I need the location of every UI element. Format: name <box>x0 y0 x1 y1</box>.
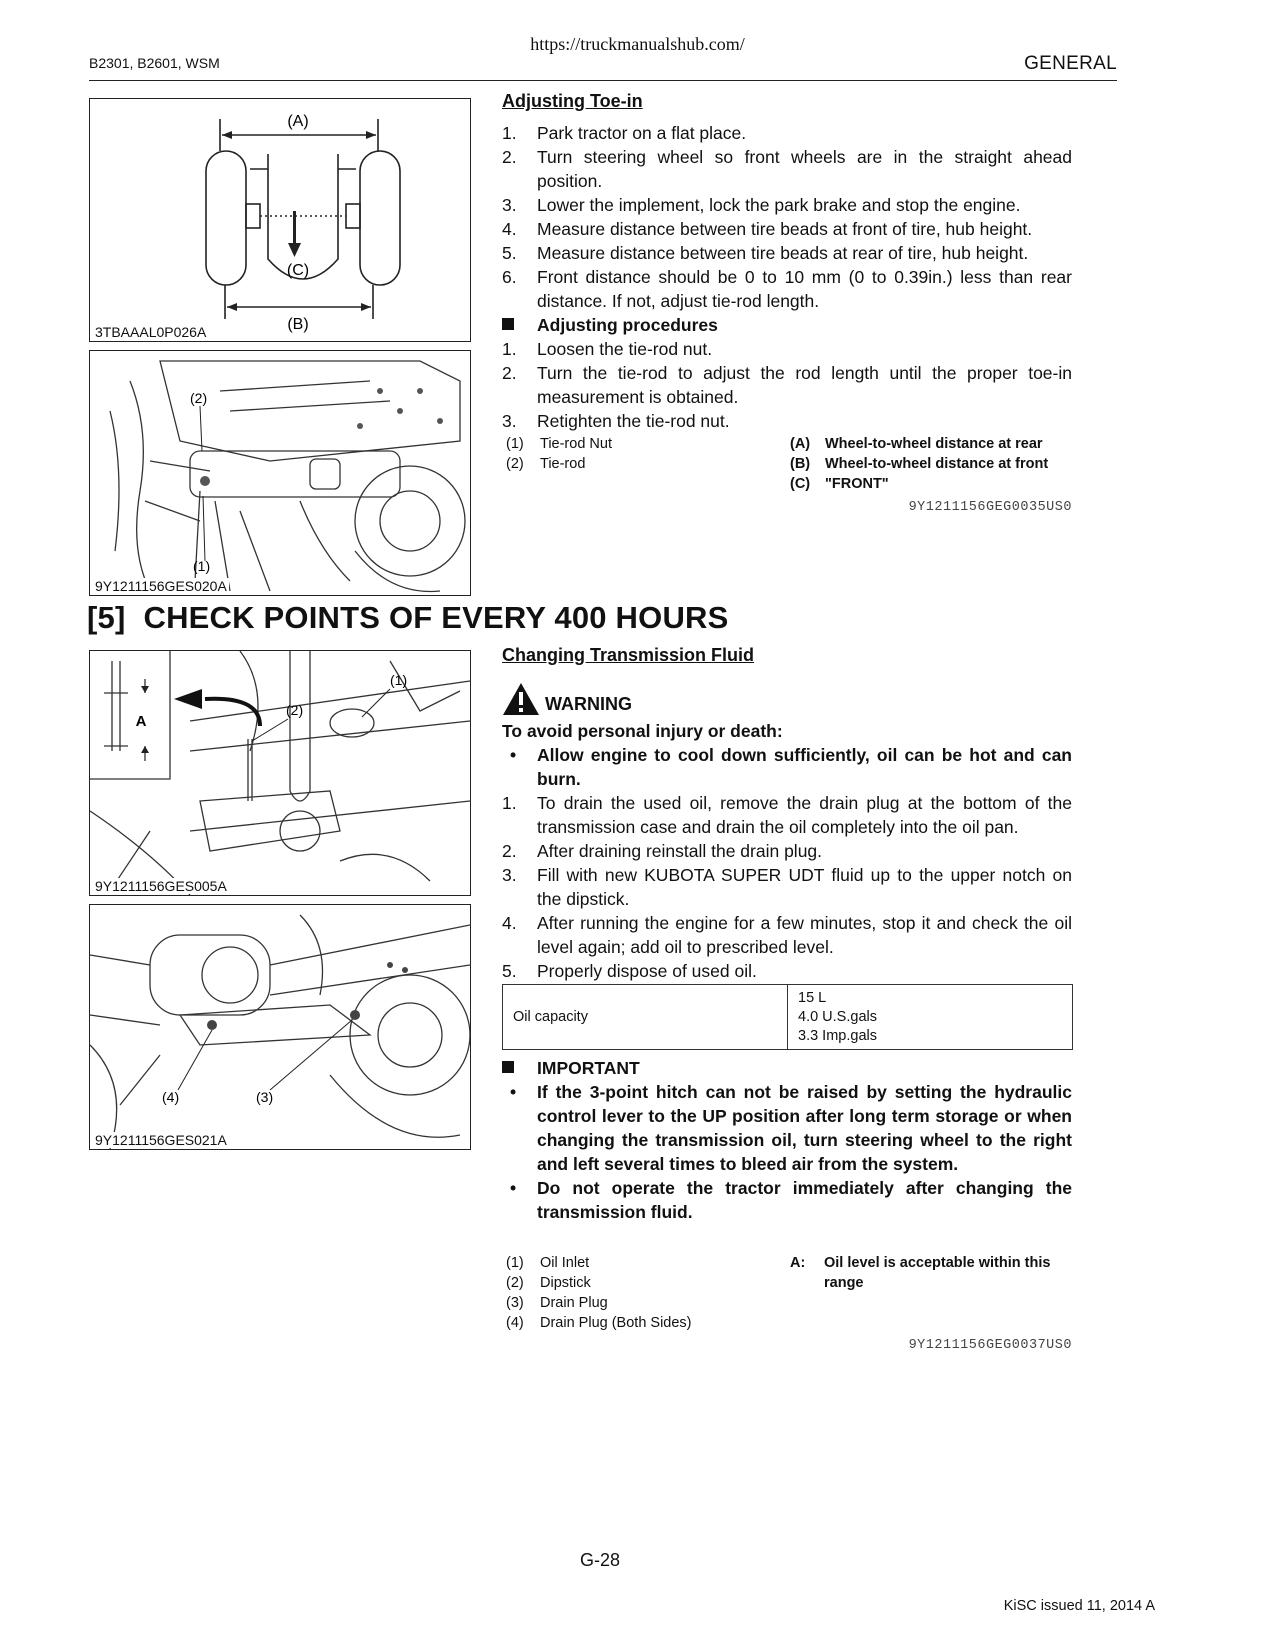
list-item: 3. Fill with new KUBOTA SUPER UDT fluid up to the upper notch on the dipstick. <box>502 865 1072 909</box>
issue-info: KiSC issued 11, 2014 A <box>1003 1598 1155 1614</box>
legend-item: (2) Tie-rod <box>506 456 586 472</box>
figure-code: 9Y1211156GES021A <box>95 1132 227 1148</box>
list-item: 5. Measure distance between tire beads at rear of tire, hub height. <box>502 243 1029 263</box>
list-item: 3. Retighten the tie-rod nut. <box>502 411 730 431</box>
list-item: 1. To drain the used oil, remove the drain plug at the bottom of the transmission case and drain the oil completely into the oil pan. <box>502 793 1072 837</box>
legend-item: A: Oil level is acceptable within this range <box>790 1255 1051 1291</box>
manual-model: B2301, B2601, WSM <box>89 55 220 71</box>
reference-code: 9Y1211156GEG0037US0 <box>908 1338 1072 1353</box>
list-item: 1. Loosen the tie-rod nut. <box>502 339 713 359</box>
header-rule <box>89 80 1117 81</box>
square-bullet-icon <box>502 318 514 330</box>
label-1: (1) <box>193 558 211 574</box>
square-bullet-icon <box>502 1061 514 1073</box>
tie-rod-illustration <box>89 350 471 596</box>
legend-item: (C) "FRONT" <box>790 476 889 492</box>
legend-item: (2) Dipstick <box>506 1275 591 1291</box>
list-item: 6. Front distance should be 0 to 10 mm (0 to 0.39in.) less than rear distance. If not, adjust tie-rod length. <box>502 267 1072 311</box>
legend-item: (B) Wheel-to-wheel distance at front <box>790 456 1049 472</box>
legend-item: (1) Oil Inlet <box>506 1255 590 1271</box>
drain-plug-illustration <box>89 904 471 1150</box>
warning-heading: WARNING <box>502 682 632 716</box>
list-item: 2. Turn steering wheel so front wheels are in the straight ahead position. <box>502 147 1072 191</box>
page-number: G-28 <box>579 1550 621 1570</box>
warning-icon <box>502 682 540 716</box>
list-item: 2. Turn the tie-rod to adjust the rod length until the proper toe-in measurement is obtained. <box>502 363 1072 407</box>
reference-code: 9Y1211156GEG0035US0 <box>908 500 1072 515</box>
warning-lead: To avoid personal injury or death: <box>502 721 783 741</box>
list-item: 4. Measure distance between tire beads at front of tire, hub height. <box>502 219 1033 239</box>
list-item: 5. Properly dispose of used oil. <box>502 961 757 981</box>
legend-item: (1) Tie-rod Nut <box>506 436 612 452</box>
label-2: (2) <box>286 702 304 718</box>
label-1: (1) <box>390 672 408 688</box>
label-a: A <box>135 713 147 730</box>
legend-item: (A) Wheel-to-wheel distance at rear <box>790 436 1043 452</box>
toe-in-legend-right <box>790 434 1048 494</box>
toe-in-diagram <box>89 98 471 342</box>
capacity-values: 15 L 4.0 U.S.gals 3.3 Imp.gals <box>788 985 1073 1050</box>
transmission-legend-left <box>506 1253 692 1333</box>
important-bullet: • If the 3-point hitch can not be raised by setting the hydraulic control lever to the UP position after long term storage or when changing the transmission oil, turn steering wheel to the right and left several times to bleed air from the system. <box>510 1082 1072 1174</box>
warning-bullet: • Allow engine to cool down sufficiently, oil can be hot and can burn. <box>510 745 1072 789</box>
transmission-title: Changing Transmission Fluid <box>502 645 755 665</box>
important-heading: IMPORTANT <box>502 1056 1072 1080</box>
label-b: (B) <box>287 316 309 333</box>
label-2: (2) <box>190 390 208 406</box>
oil-capacity-table <box>502 984 1073 1050</box>
section-heading: [5] CHECK POINTS OF EVERY 400 HOURS <box>87 600 729 635</box>
table-row <box>503 985 1073 1050</box>
capacity-label: Oil capacity <box>503 985 788 1050</box>
source-url[interactable]: https://truckmanualshub.com/ <box>530 34 745 54</box>
legend-item: (4) Drain Plug (Both Sides) <box>506 1315 692 1331</box>
transmission-body <box>502 719 1072 983</box>
label-a: (A) <box>287 113 309 130</box>
procedures-heading: Adjusting procedures <box>502 313 1072 337</box>
important-block <box>502 1056 1072 1224</box>
transmission-legend-right <box>790 1253 1080 1293</box>
toe-in-legend-left <box>506 434 612 474</box>
figure-code: 9Y1211156GES020A <box>95 578 227 594</box>
important-bullet: • Do not operate the tractor immediately after changing the transmission fluid. <box>510 1178 1072 1222</box>
dipstick-illustration <box>89 650 471 896</box>
label-3: (3) <box>256 1089 274 1105</box>
toe-in-title: Adjusting Toe-in <box>502 91 643 111</box>
list-item: 1. Park tractor on a flat place. <box>502 123 747 143</box>
legend-item: (3) Drain Plug <box>506 1295 608 1311</box>
list-item: 4. After running the engine for a few minutes, stop it and check the oil level again; add oil to prescribed level. <box>502 913 1072 957</box>
chapter-name: GENERAL <box>1024 53 1117 74</box>
toe-in-steps <box>502 121 1072 433</box>
list-item: 3. Lower the implement, lock the park brake and stop the engine. <box>502 195 1021 215</box>
figure-code: 3TBAAAL0P026A <box>95 324 207 340</box>
label-4: (4) <box>162 1089 180 1105</box>
label-c: (C) <box>286 262 310 279</box>
figure-code: 9Y1211156GES005A <box>95 878 227 894</box>
list-item: 2. After draining reinstall the drain plug. <box>502 841 823 861</box>
